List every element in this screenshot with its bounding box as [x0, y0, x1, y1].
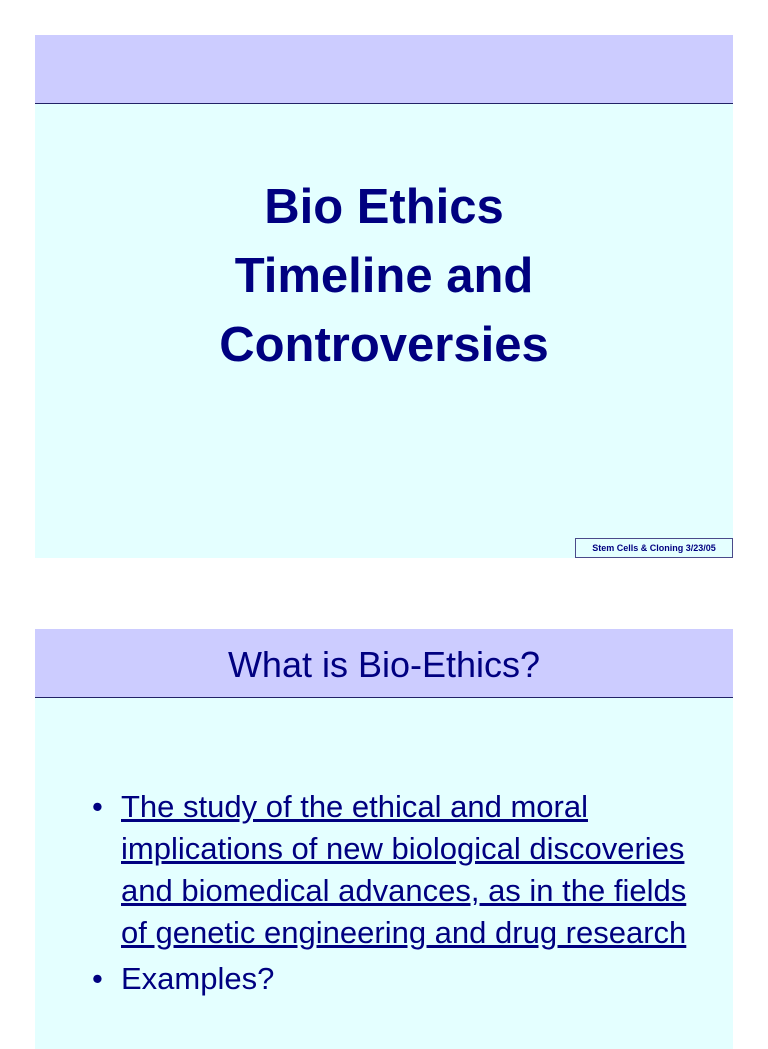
bullet-list: [90, 786, 690, 1004]
slide-heading: What is Bio-Ethics?: [227, 644, 541, 685]
slide-header-band: [35, 35, 733, 104]
slide-title: [35, 173, 733, 380]
slide-footer-tag: Stem Cells & Cloning 3/23/05: [575, 538, 733, 558]
content-slide: [35, 629, 733, 1049]
title-line-1: Bio Ethics: [264, 180, 504, 234]
bullet-text: Examples?: [121, 961, 275, 996]
title-line-2: Timeline and: [234, 249, 534, 303]
bullet-icon: •: [92, 961, 103, 996]
list-item: [90, 786, 690, 954]
bullet-icon: •: [92, 789, 103, 824]
list-item: [90, 958, 690, 1000]
slide-header-band: [35, 629, 733, 698]
title-slide: [35, 35, 733, 558]
title-line-3: Controversies: [219, 318, 549, 372]
definition-link[interactable]: The study of the ethical and moral implications of new biological discoveries and biomedical advances, as in the fields of genetic engineering and drug research: [121, 789, 687, 950]
